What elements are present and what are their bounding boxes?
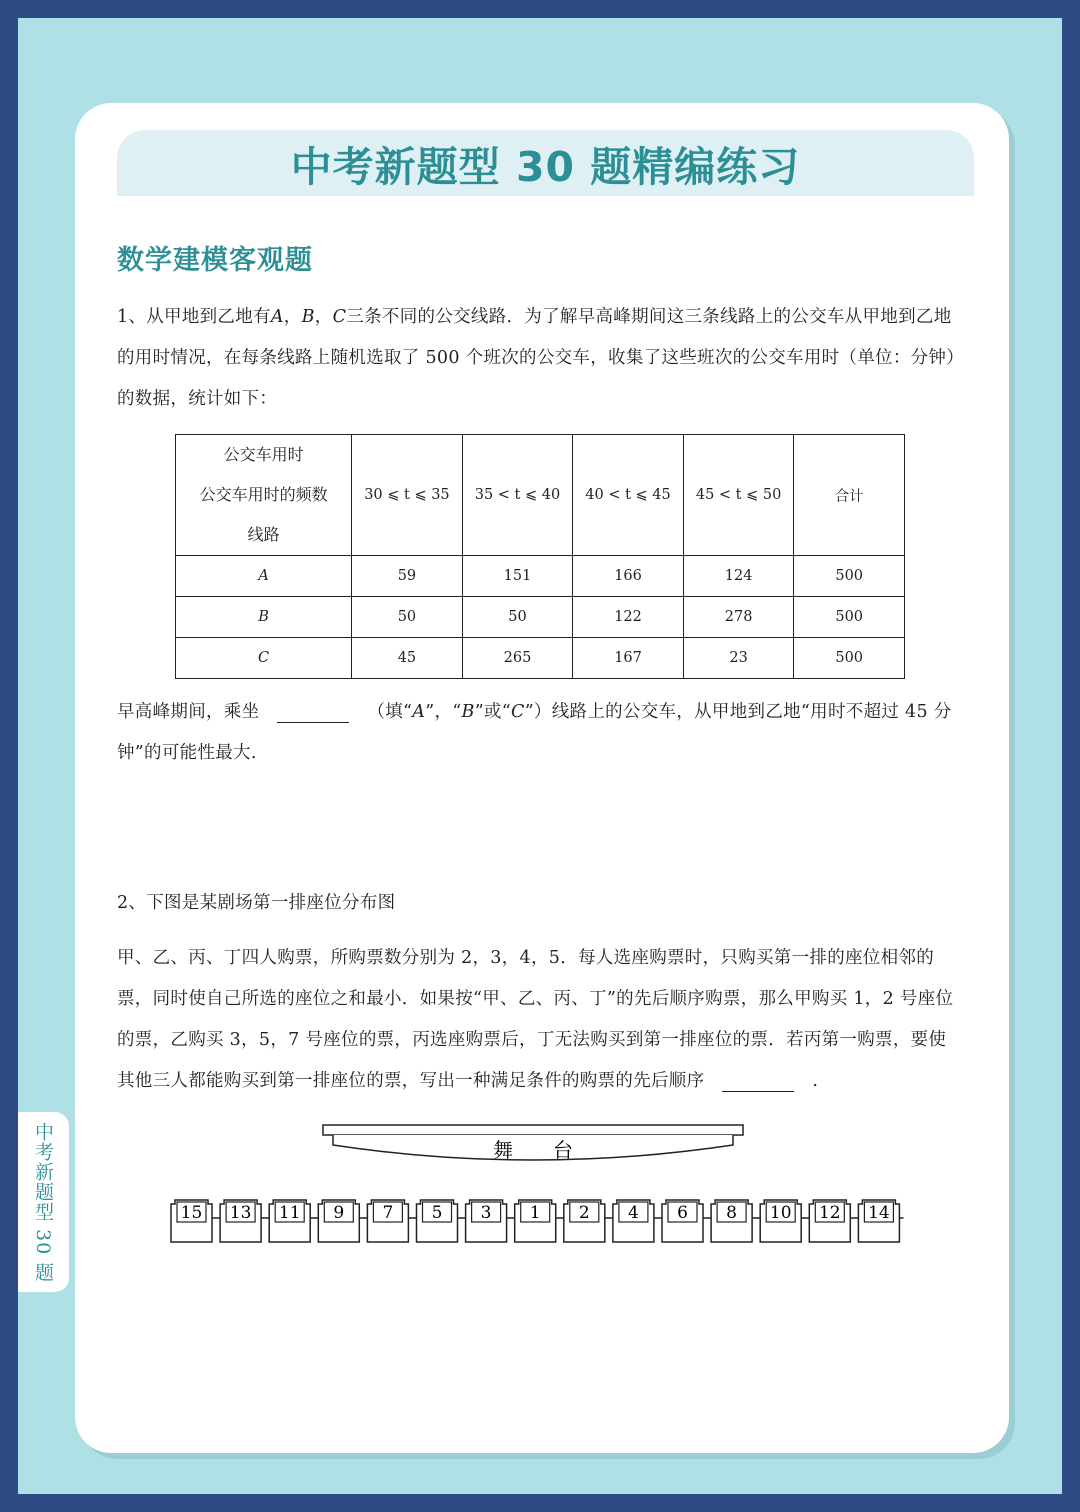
fill-text: ”，“ <box>425 702 462 722</box>
row-label: B <box>176 597 352 638</box>
table-cell: 167 <box>573 638 684 679</box>
answer-blank[interactable] <box>722 1071 794 1092</box>
row-label: A <box>176 556 352 597</box>
table-cell: 265 <box>462 638 573 679</box>
title-banner <box>117 130 974 196</box>
q2-text-part: 甲、乙、丙、丁四人购票，所购票数分别为 2，3，4，5．每人选座购票时，只购买第一排的座位相邻的票，同时使自己所选的座位之和最小．如果按“甲、乙、丙、丁”的先后顺序购票，那么甲购买 1，2 号座位的票，乙购买 3，5，7 号座位的票，丙选座购票后，丁无法购买到第一排座位的票．若丙第一购票，要使其他三人都能购买到第一排座位的票，写出一种满足条件的购票的先后顺序 <box>117 948 954 1091</box>
seat-number: 6 <box>677 1203 688 1223</box>
seat <box>515 1200 556 1242</box>
table-cell: 500 <box>794 638 905 679</box>
table-cell: 122 <box>573 597 684 638</box>
q1-text-part: 三条不同的公交线路．为了解早高峰期间这三条线路上的公交车从甲地到乙地的用时情况，在每条线路上随机选取了 500 个班次的公交车，收集了这些班次的公交车用时（单位：分钟）的数据，统计如下： <box>117 307 956 409</box>
seating-diagram <box>165 1120 915 1250</box>
column-header: 40 < t ⩽ 45 <box>573 435 684 556</box>
separator: ， <box>314 307 333 327</box>
table-row <box>176 638 905 679</box>
seat-number: 7 <box>382 1203 394 1223</box>
seat <box>613 1200 654 1242</box>
route-c: C <box>332 307 347 327</box>
question-2-title: 2、下图是某剧场第一排座位分布图 <box>117 893 396 913</box>
option-a: A <box>412 702 426 722</box>
seat-number: 5 <box>431 1203 443 1223</box>
table-cell: 124 <box>683 556 794 597</box>
header-line: 公交车用时的频数 <box>199 485 328 504</box>
seat <box>220 1200 261 1242</box>
column-header: 30 ⩽ t ⩽ 35 <box>352 435 463 556</box>
seat <box>662 1200 703 1242</box>
section-heading: 数学建模客观题 <box>117 245 313 276</box>
table-cell: 45 <box>352 638 463 679</box>
fill-text: ”）线路上的公交车，从甲地到乙地“用时不超过 45 分钟”的可能性最大. <box>117 702 952 763</box>
sidebar-label: 中考新题型 30 题 <box>32 1121 54 1283</box>
column-header: 35 < t ⩽ 40 <box>462 435 573 556</box>
column-header: 45 < t ⩽ 50 <box>683 435 794 556</box>
table-row <box>176 556 905 597</box>
seat-number: 3 <box>480 1203 492 1223</box>
q2-text-end: . <box>812 1071 819 1091</box>
table-cell: 151 <box>462 556 573 597</box>
seat-number: 1 <box>529 1203 541 1223</box>
table-cell: 166 <box>573 556 684 597</box>
table-cell: 59 <box>352 556 463 597</box>
seat <box>466 1200 507 1242</box>
sidebar-tab <box>18 1112 69 1292</box>
seat <box>269 1200 310 1242</box>
fill-text: （填“ <box>367 702 413 722</box>
row-label: C <box>176 638 352 679</box>
seat-number: 12 <box>818 1203 841 1223</box>
option-c: C <box>510 702 525 722</box>
table-cell: 500 <box>794 556 905 597</box>
separator: ， <box>283 307 302 327</box>
seat <box>809 1200 850 1242</box>
route-a: A <box>270 307 284 327</box>
page-title: 中考新题型 30 题精编练习 <box>290 142 801 191</box>
seat <box>318 1200 359 1242</box>
seat <box>564 1200 605 1242</box>
stage <box>323 1125 743 1162</box>
question-1-text <box>117 297 962 420</box>
table-cell: 500 <box>794 597 905 638</box>
option-b: B <box>461 702 475 722</box>
header-line: 公交车用时 <box>223 445 304 464</box>
seat-number: 8 <box>726 1203 738 1223</box>
stage-edge <box>323 1125 743 1135</box>
fill-text: ”或“ <box>474 702 511 722</box>
seat-number: 2 <box>578 1203 590 1223</box>
seat <box>858 1200 899 1242</box>
seat-number: 15 <box>180 1203 203 1223</box>
seat <box>171 1200 212 1242</box>
route-b: B <box>301 307 315 327</box>
table-cell: 50 <box>462 597 573 638</box>
frequency-table <box>175 434 905 679</box>
seat-number: 9 <box>333 1203 345 1223</box>
seat-number: 11 <box>278 1203 301 1223</box>
seat <box>711 1200 752 1242</box>
table-corner-header <box>176 435 352 556</box>
fill-text: 早高峰期间，乘坐 <box>117 702 260 722</box>
table-header-row <box>176 435 905 556</box>
seat-number: 10 <box>769 1203 792 1223</box>
seat <box>367 1200 408 1242</box>
stage-platform <box>333 1135 733 1160</box>
seat <box>760 1200 801 1242</box>
seat-number: 13 <box>229 1203 252 1223</box>
table-cell: 50 <box>352 597 463 638</box>
seat-number: 14 <box>868 1203 890 1223</box>
table-cell: 23 <box>683 638 794 679</box>
table-row <box>176 597 905 638</box>
q1-text-part: 1、从甲地到乙地有 <box>117 307 271 327</box>
stage-label-2: 台 <box>553 1138 573 1162</box>
stage-label-1: 舞 <box>493 1138 513 1162</box>
seat-row <box>171 1200 904 1242</box>
seat <box>417 1200 458 1242</box>
question-1-fill-in <box>117 692 962 774</box>
seat-number: 4 <box>627 1203 639 1223</box>
header-line: 线路 <box>247 525 280 544</box>
question-2-text <box>117 938 962 1102</box>
answer-blank[interactable] <box>277 702 349 723</box>
column-header: 合计 <box>794 435 905 556</box>
table-cell: 278 <box>683 597 794 638</box>
